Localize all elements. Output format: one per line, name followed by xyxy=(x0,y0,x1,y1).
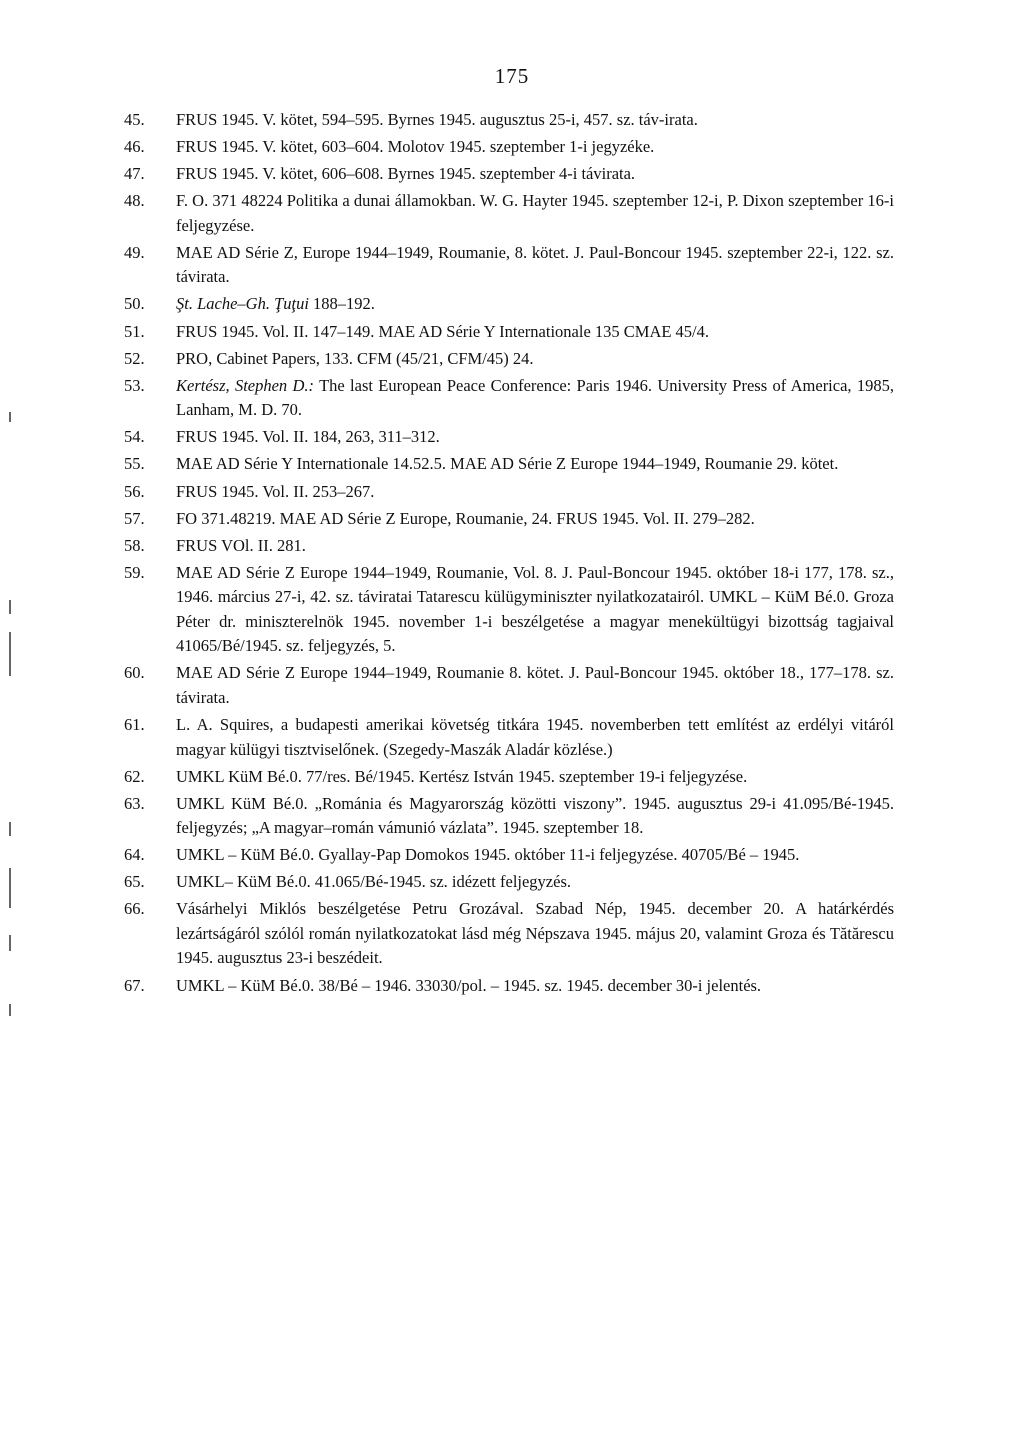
footnote-text: FRUS 1945. V. kötet, 603–604. Molotov 1945. szeptember 1-i jegyzéke. xyxy=(176,137,655,157)
footnote-number: 60. xyxy=(124,663,145,683)
footnote-text: Vásárhelyi Miklós beszélgetése Petru Grozával. Szabad Nép, 1945. december 20. A határkérdés lezártságáról szólól román nyilatkozatokat lásd még Népszava 1945. május 20, valamint Groza és Tătărescu 1945. augusztus 23-i beszédeit. xyxy=(176,899,894,968)
footnote-number: 48. xyxy=(124,191,145,211)
footnote-text: UMKL– KüM Bé.0. 41.065/Bé-1945. sz. idézett feljegyzés. xyxy=(176,872,572,892)
footnote-text: FO 371.48219. MAE AD Série Z Europe, Roumanie, 24. FRUS 1945. Vol. II. 279–282. xyxy=(176,508,755,528)
footnote-text: FRUS 1945. V. kötet, 594–595. Byrnes 1945. augusztus 25-i, 457. sz. táv-irata. xyxy=(176,110,698,129)
footnote-item xyxy=(124,765,894,790)
footnote-item xyxy=(124,792,894,841)
scan-mark xyxy=(9,600,11,614)
footnote-number: 46. xyxy=(124,137,145,157)
footnote-number: 66. xyxy=(124,899,145,919)
footnote-number: 54. xyxy=(124,427,145,447)
footnote-text: UMKL – KüM Bé.0. Gyallay-Pap Domokos 1945. október 11-i feljegyzése. 40705/Bé – 1945. xyxy=(176,845,800,865)
footnote-number: 64. xyxy=(124,845,145,865)
footnote-text: FRUS VOl. II. 281. xyxy=(176,535,306,555)
footnote-text: 188–192. xyxy=(308,294,375,314)
footnote-item xyxy=(124,870,894,895)
footnote-item xyxy=(124,189,894,238)
footnote-text: MAE AD Série Z Europe 1944–1949, Roumanie, Vol. 8. J. Paul-Boncour 1945. október 18-i 177, 178. sz., 1946. március 27-i, 42. sz. táviratai Tatarescu külügyminiszter nyilatkozatairól. UMKL – KüM Bé.0. Groza Péter dr. miniszterelnök 1945. november 1-i beszélgetése a magyar menekültügyi bizottság tagjaival 41065/Bé/1945. sz. feljegyzés, 5. xyxy=(176,562,894,656)
footnote-item xyxy=(124,320,894,345)
scan-mark xyxy=(9,412,11,422)
footnote-number: 61. xyxy=(124,715,145,734)
footnote-number: 45. xyxy=(124,110,145,129)
footnote-text: The last European Peace Conference: Paris 1946. University Press of America, 1985, Lanham, M. D. 70. xyxy=(176,375,894,420)
footnote-number: 49. xyxy=(124,242,145,262)
footnote-item xyxy=(124,241,894,290)
footnote-item xyxy=(124,425,894,450)
footnote-text: MAE AD Série Y Internationale 14.52.5. MAE AD Série Z Europe 1944–1949, Roumanie 29. kötet. xyxy=(176,454,839,474)
footnote-number: 52. xyxy=(124,348,145,368)
footnote-number: 50. xyxy=(124,294,145,314)
footnote-text: PRO, Cabinet Papers, 133. CFM (45/21, CFM/45) 24. xyxy=(176,348,534,368)
footnote-item xyxy=(124,292,894,317)
footnote-item xyxy=(124,843,894,868)
scan-mark xyxy=(9,632,11,676)
footnote-text: FRUS 1945. Vol. II. 184, 263, 311–312. xyxy=(176,427,440,447)
footnote-number: 63. xyxy=(124,793,145,813)
footnote-number: 57. xyxy=(124,508,145,528)
footnote-item xyxy=(124,108,894,133)
footnote-item xyxy=(124,347,894,372)
footnote-text: FRUS 1945. Vol. II. 253–267. xyxy=(176,481,375,501)
footnote-text: UMKL KüM Bé.0. 77/res. Bé/1945. Kertész István 1945. szeptember 19-i feljegyzése. xyxy=(176,766,748,786)
footnote-text: UMKL – KüM Bé.0. 38/Bé – 1946. 33030/pol. – 1945. sz. 1945. december 30-i jelentés. xyxy=(176,975,762,995)
scan-margin-marks xyxy=(0,0,20,1450)
footnote-author: Şt. Lache–Gh. Ţuţui xyxy=(176,294,309,314)
footnote-list xyxy=(124,108,894,1001)
footnote-text: MAE AD Série Z, Europe 1944–1949, Roumanie, 8. kötet. J. Paul-Boncour 1945. szeptember 22-i, 122. sz. távirata. xyxy=(176,242,894,287)
footnote-author: Kertész, Stephen D.: xyxy=(176,375,315,395)
footnote-item xyxy=(124,661,894,710)
footnote-item xyxy=(124,897,894,971)
footnote-text: UMKL KüM Bé.0. „Románia és Magyarország közötti viszony”. 1945. augusztus 29-i 41.095/Bé-1945. feljegyzés; „A magyar–román vámunió vázlata”. 1945. szeptember 18. xyxy=(176,793,894,838)
footnote-number: 59. xyxy=(124,562,145,582)
scan-mark xyxy=(9,822,11,836)
scan-mark xyxy=(9,935,11,951)
footnote-number: 62. xyxy=(124,766,145,786)
footnote-text: FRUS 1945. V. kötet, 606–608. Byrnes 1945. szeptember 4-i távirata. xyxy=(176,164,636,184)
scan-mark xyxy=(9,868,11,908)
footnote-number: 47. xyxy=(124,164,145,184)
footnote-text: F. O. 371 48224 Politika a dunai államokban. W. G. Hayter 1945. szeptember 12-i, P. Dixon szeptember 16-i feljegyzése. xyxy=(176,191,894,235)
footnote-item xyxy=(124,507,894,532)
footnote-text: L. A. Squires, a budapesti amerikai követség titkára 1945. novemberben tett említést az erdélyi vitáról magyar külügyi tisztviselőnek. (Szegedy-Maszák Aladár közlése.) xyxy=(176,715,894,759)
footnote-text: MAE AD Série Z Europe 1944–1949, Roumanie 8. kötet. J. Paul-Boncour 1945. október 18., 177–178. sz. távirata. xyxy=(176,663,894,707)
footnote-item xyxy=(124,162,894,187)
footnote-item xyxy=(124,480,894,505)
scan-mark xyxy=(9,1004,11,1016)
footnote-number: 51. xyxy=(124,321,145,341)
footnote-item xyxy=(124,974,894,999)
footnote-text: FRUS 1945. Vol. II. 147–149. MAE AD Série Y Internationale 135 CMAE 45/4. xyxy=(176,321,710,341)
footnote-number: 55. xyxy=(124,454,145,474)
footnote-number: 53. xyxy=(124,375,145,395)
footnote-item xyxy=(124,713,894,762)
footnote-item xyxy=(124,452,894,477)
footnote-item xyxy=(124,135,894,160)
footnote-number: 65. xyxy=(124,872,145,892)
footnote-number: 67. xyxy=(124,975,145,995)
footnote-number: 56. xyxy=(124,481,145,501)
footnote-item xyxy=(124,374,894,423)
page-number: 175 xyxy=(494,64,530,88)
footnote-number: 58. xyxy=(124,535,145,555)
footnote-item xyxy=(124,561,894,659)
footnote-item xyxy=(124,534,894,559)
